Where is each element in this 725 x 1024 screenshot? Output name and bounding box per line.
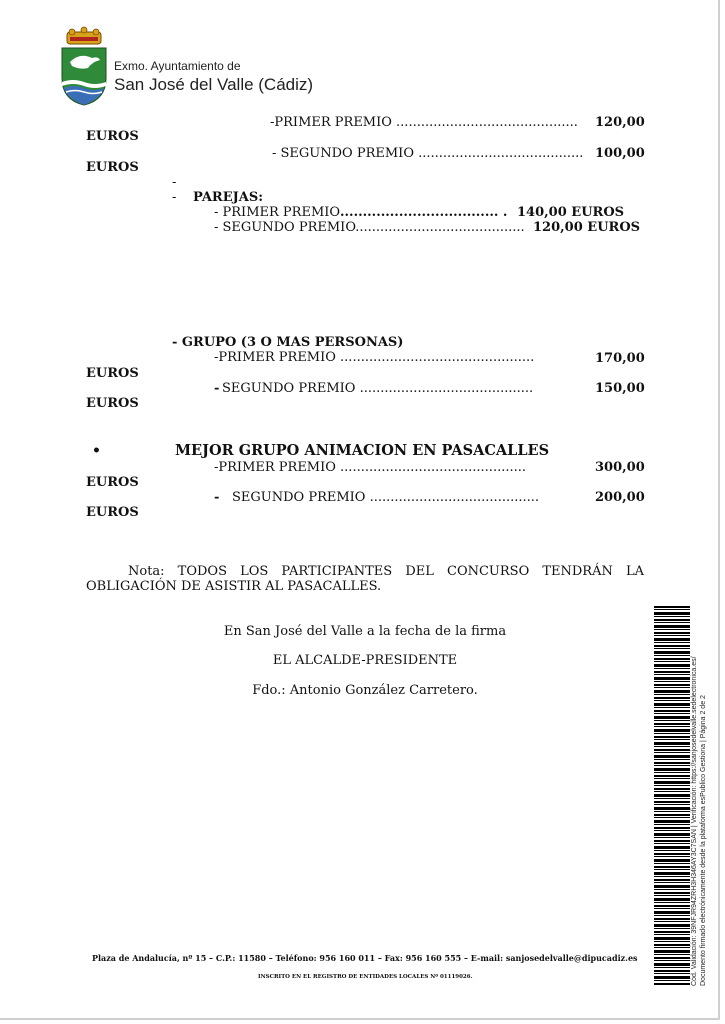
header-line-1: Exmo. Ayuntamiento de [114,59,241,73]
signature-place: En San José del Valle a la fecha de la firma [223,624,507,639]
grupo-title: - GRUPO (3 O MAS PERSONAS) [172,335,404,350]
signature-name: Fdo.: Antonio González Carretero. [252,683,478,698]
parejas-title: PAREJAS: [193,190,264,205]
individual-first-prize: -PRIMER PREMIO ............................................ [270,115,578,130]
footer-address: Plaza de Andalucía, nº 15 – C.P.: 11580 – Teléfono: 956 160 011 – Fax: 956 160 555 – E-mail: sanjosedelvalle@dipucadiz.es [92,953,638,963]
grupo-second-amount: 150,00 [595,381,645,396]
parejas-first-amount: 140,00 EUROS [517,205,625,220]
individual-second-prize: - SEGUNDO PREMIO ........................................ [272,146,584,161]
pasacalles-second-prize: SEGUNDO PREMIO ......................................... [232,490,540,505]
list-dash: - [172,190,177,205]
grupo-first-prize: -PRIMER PREMIO ............................................... [214,350,535,365]
barcode-image [654,606,690,986]
list-dash: - [214,490,220,505]
pasacalles-second-amount: 200,00 [595,490,645,505]
bullet: • [92,443,101,459]
euros-label: EUROS [86,366,139,381]
individual-first-amount: 120,00 [595,115,645,130]
pasacalles-title: MEJOR GRUPO ANIMACION EN PASACALLES [175,442,550,459]
signature-role: EL ALCALDE-PRESIDENTE [272,653,458,668]
nota-line-1: Nota: TODOS LOS PARTICIPANTES DEL CONCURSO TENDRÁN LA [128,564,644,579]
parejas-first-prize-label: - PRIMER PREMIO [214,205,341,220]
euros-label: EUROS [86,160,139,175]
euros-label: EUROS [86,396,139,411]
euros-label: EUROS [86,475,139,490]
parejas-second-prize: - SEGUNDO PREMIO......................................... [214,220,525,235]
euros-label: EUROS [86,505,139,520]
list-dash: - [172,175,177,190]
verification-line-2: Documento firmado electrónicamente desde la plataforma esPublico Gestiona | Página 2 de 2 [700,695,707,986]
grupo-first-amount: 170,00 [595,351,645,366]
list-dash: - [214,381,220,396]
coat-of-arms-logo [58,26,110,106]
nota-line-2: OBLIGACIÓN DE ASISTIR AL PASACALLES. [86,579,382,594]
euros-label: EUROS [86,129,139,144]
parejas-first-prize-dots: ................................... . [340,205,508,220]
pasacalles-first-amount: 300,00 [595,460,645,475]
header-line-2: San José del Valle (Cádiz) [114,75,314,94]
parejas-second-amount: 120,00 EUROS [533,220,641,235]
pasacalles-first-prize: -PRIMER PREMIO ............................................. [214,460,526,475]
verification-line-1: Cód. Validación: 39NFJR94ZRH3H346AY3C7SAN | Verificación: https://sanjosedelvalle.sedelectronica.es/ [691,656,698,986]
grupo-second-prize: SEGUNDO PREMIO .......................................... [222,381,534,396]
footer-registry: INSCRITO EN EL REGISTRO DE ENTIDADES LOCALES Nº 01119026. [258,974,473,980]
individual-second-amount: 100,00 [595,146,645,161]
